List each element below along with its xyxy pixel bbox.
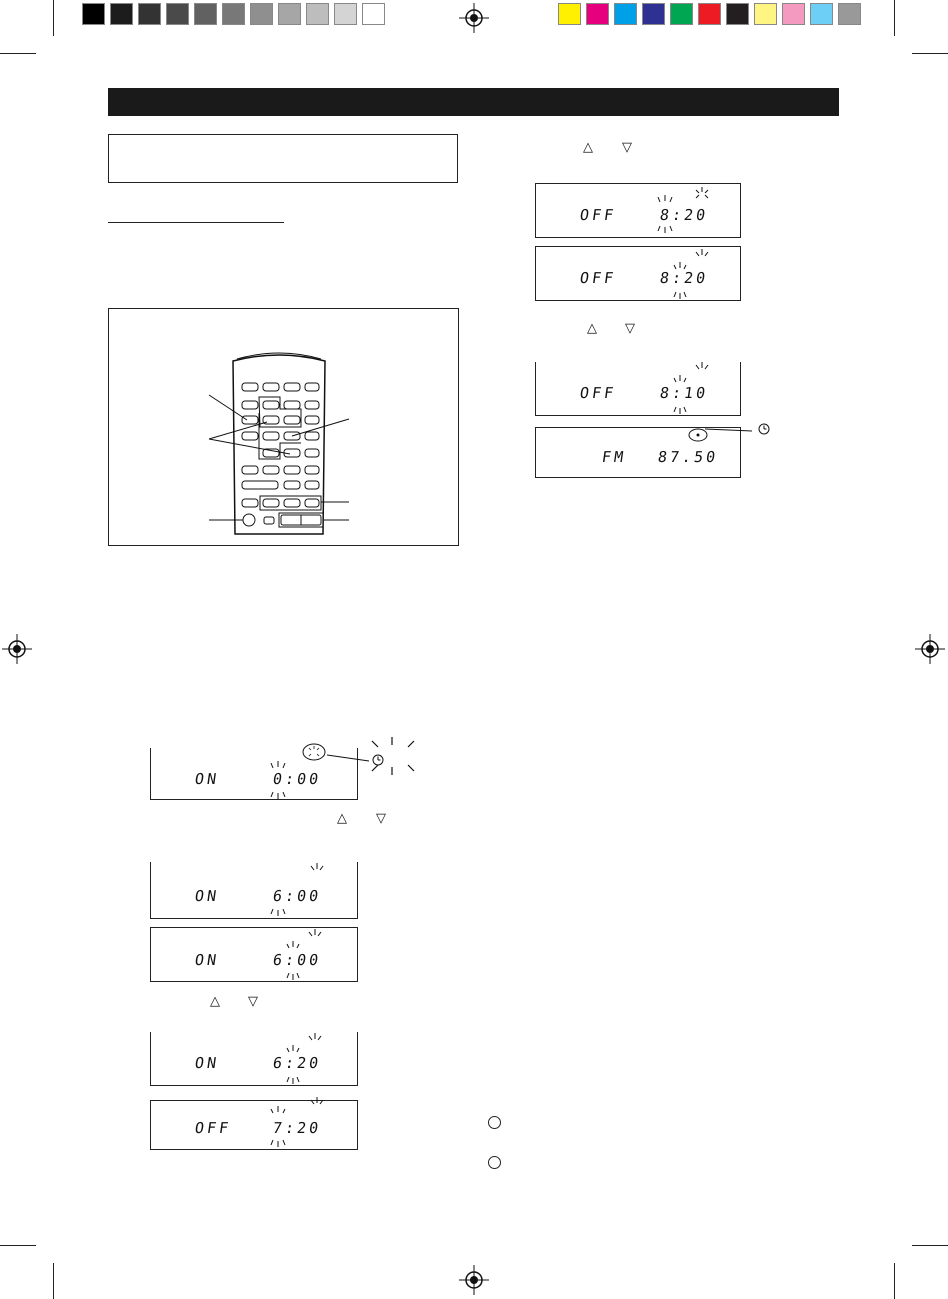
blink-marks-icon <box>263 760 293 800</box>
color-swatch <box>782 3 805 25</box>
lcd-display <box>535 183 741 238</box>
crop-mark <box>894 1263 895 1299</box>
up-arrow-icon: △ <box>587 321 597 336</box>
registration-mark-icon <box>459 3 489 33</box>
crop-mark <box>53 1263 54 1299</box>
color-swatch <box>642 3 665 25</box>
color-swatch <box>614 3 637 25</box>
subheading-underline <box>108 222 284 223</box>
crop-mark <box>0 53 36 54</box>
lcd-mode-text: FM <box>600 448 628 466</box>
crop-mark <box>912 53 948 54</box>
callout-line <box>700 425 760 437</box>
blink-marks-icon <box>279 928 339 982</box>
color-swatch <box>810 3 833 25</box>
registration-mark-icon <box>459 1265 489 1295</box>
gray-swatch <box>250 3 273 25</box>
lcd-time-text: 6:00 <box>271 951 323 969</box>
up-arrow-icon: △ <box>210 994 220 1009</box>
lcd-mode-text: OFF <box>578 269 618 287</box>
lcd-mode-text: OFF <box>578 206 618 224</box>
clock-icon <box>757 422 771 436</box>
color-swatch <box>670 3 693 25</box>
blink-marks-icon <box>263 862 333 918</box>
lcd-time-text: 6:00 <box>271 887 323 905</box>
color-swatch <box>586 3 609 25</box>
section-title-bar <box>108 88 839 116</box>
gray-swatch <box>362 3 385 25</box>
lcd-display <box>150 1032 358 1086</box>
blink-marks-icon <box>263 1097 333 1149</box>
registration-mark-icon <box>915 634 945 664</box>
lcd-mode-text: ON <box>193 770 221 788</box>
crop-mark <box>0 1245 36 1246</box>
down-arrow-icon: ▽ <box>625 321 635 336</box>
lcd-time-text: 6:20 <box>271 1054 323 1072</box>
blink-symbol-icon <box>366 737 418 775</box>
lcd-display <box>150 1100 358 1150</box>
up-arrow-icon: △ <box>583 140 593 155</box>
lcd-mode-text: ON <box>193 1054 221 1072</box>
color-swatch <box>698 3 721 25</box>
gray-swatch <box>82 3 105 25</box>
lcd-display <box>535 246 741 301</box>
gray-swatch <box>306 3 329 25</box>
blink-marks-icon <box>666 362 716 416</box>
color-swatch <box>754 3 777 25</box>
lcd-display <box>150 862 358 919</box>
lcd-mode-text: OFF <box>578 384 618 402</box>
circle-marker-icon <box>488 1156 501 1169</box>
down-arrow-icon: ▽ <box>622 140 632 155</box>
down-arrow-icon: ▽ <box>376 811 386 826</box>
crop-mark <box>53 0 54 36</box>
lcd-time-text: 8:20 <box>658 206 710 224</box>
lcd-mode-text: ON <box>193 951 221 969</box>
lcd-time-text: 8:20 <box>658 269 710 287</box>
color-swatch <box>838 3 861 25</box>
blink-marks-icon <box>666 247 716 301</box>
lcd-frequency-text: 87.50 <box>656 448 720 466</box>
remote-control-icon <box>109 309 458 545</box>
lcd-mode-text: ON <box>193 887 221 905</box>
color-swatch <box>558 3 581 25</box>
lcd-display <box>535 362 741 416</box>
lcd-time-text: 7:20 <box>271 1119 323 1137</box>
registration-mark-icon <box>2 634 32 664</box>
lcd-time-text: 8:10 <box>658 384 710 402</box>
gray-swatch <box>278 3 301 25</box>
crop-mark <box>912 1245 948 1246</box>
up-arrow-icon: △ <box>337 811 347 826</box>
crop-mark <box>894 0 895 36</box>
lcd-display <box>150 927 358 982</box>
blink-marks-icon <box>650 194 680 234</box>
note-box <box>108 134 458 183</box>
blink-indicator-icon <box>690 184 720 202</box>
gray-swatch <box>222 3 245 25</box>
gray-swatch <box>194 3 217 25</box>
circle-marker-icon <box>488 1116 501 1129</box>
remote-control-illustration <box>108 308 459 546</box>
color-swatch <box>726 3 749 25</box>
blink-marks-icon <box>279 1032 339 1086</box>
gray-swatch <box>138 3 161 25</box>
gray-swatch <box>166 3 189 25</box>
gray-swatch <box>334 3 357 25</box>
down-arrow-icon: ▽ <box>248 994 258 1009</box>
lcd-mode-text: OFF <box>193 1119 233 1137</box>
gray-swatch <box>110 3 133 25</box>
lcd-time-text: 0:00 <box>271 770 323 788</box>
